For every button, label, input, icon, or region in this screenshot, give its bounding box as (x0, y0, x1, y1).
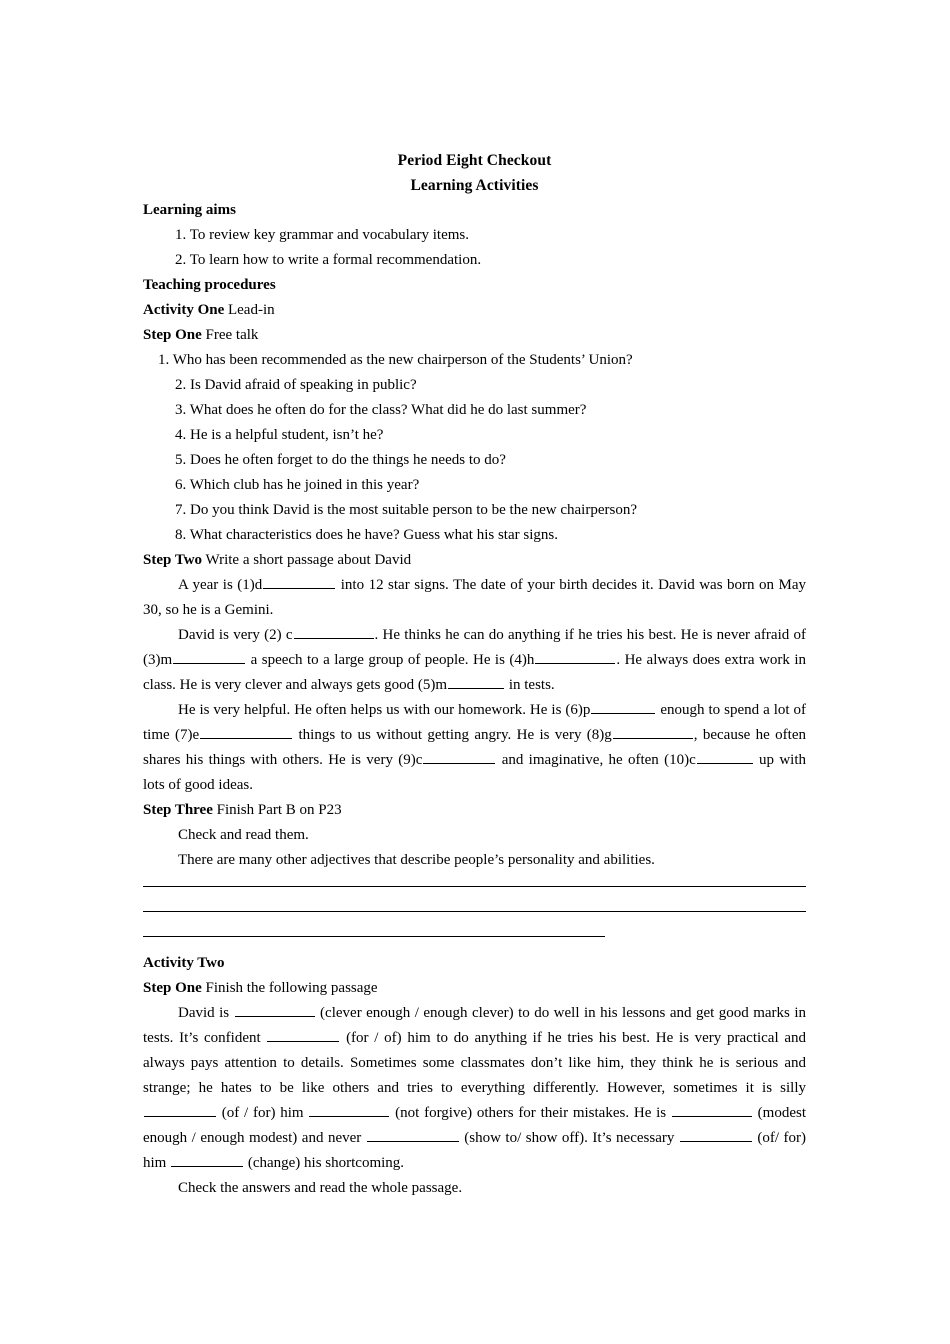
step-one-label: Step One (143, 980, 202, 996)
passage-text: things to us without getting angry. He is very (8)g (293, 727, 612, 743)
answer-rule-line[interactable] (143, 886, 806, 887)
step-two-label: Step Two (143, 552, 203, 568)
passage-text: David is very (2) c (178, 627, 293, 643)
passage-text: (clever enough / enough clever) to do well in his lessons and get good marks in tests. It’s confident (143, 1005, 806, 1046)
document-title-line-2: Learning Activities (410, 177, 539, 194)
fill-blank-2[interactable] (294, 624, 374, 639)
passage-text: He is very helpful. He often helps us with our homework. He is (6)p (178, 702, 591, 718)
fill-blank-c[interactable] (144, 1102, 216, 1117)
passage-text: (show to/ show off). It’s necessary (459, 1130, 679, 1146)
activity-one-heading (143, 298, 806, 323)
passage-text: (modest enough / enough modest) and never (143, 1105, 807, 1146)
fill-blank-1[interactable] (263, 574, 335, 589)
step-two-paragraph-3 (143, 698, 806, 798)
step-two-paragraph-2 (143, 623, 806, 698)
fill-blank-3[interactable] (173, 649, 245, 664)
activity-one-step-three-heading (143, 798, 806, 823)
teaching-procedures-heading: Teaching procedures (143, 277, 276, 293)
passage-text: enough to spend a lot of time (7)e (143, 702, 807, 743)
free-talk-question: 6. Which club has he joined in this year? (175, 477, 420, 493)
passage-text: , because he often shares his things with others. He is very (9)c (143, 727, 806, 768)
fill-blank-9[interactable] (423, 749, 495, 764)
passage-text: (for / of) him to do anything if he tries his best. He is very practical and always pays attention to details. Sometimes some classmates don’t like him, they think he is serious and strange; he hates to be like others and tries to everything differently. However, sometimes it is silly (143, 1030, 807, 1096)
fill-blank-e[interactable] (672, 1102, 752, 1117)
free-talk-question: 4. He is a helpful student, isn’t he? (175, 427, 384, 443)
free-talk-question: 8. What characteristics does he have? Guess what his star signs. (175, 527, 558, 543)
free-talk-question: 3. What does he often do for the class? What did he do last summer? (175, 402, 587, 418)
step-three-title: Finish Part B on P23 (212, 802, 342, 818)
step-one-title: Finish the following passage (201, 980, 378, 996)
document-body (143, 148, 806, 1201)
fill-blank-g[interactable] (680, 1127, 752, 1142)
passage-text: David is (178, 1005, 234, 1021)
activity-two-passage (143, 1001, 806, 1176)
fill-blank-f[interactable] (367, 1127, 459, 1142)
free-talk-question: 2. Is David afraid of speaking in public? (175, 377, 417, 393)
learning-aim-item: 2. To learn how to write a formal recommendation. (175, 252, 482, 268)
learning-aims-heading: Learning aims (143, 202, 236, 218)
answer-rule-line[interactable] (143, 911, 806, 912)
fill-blank-d[interactable] (309, 1102, 389, 1117)
passage-text: (not forgive) others for their mistakes. He is (390, 1105, 671, 1121)
activity-two-closing-line: Check the answers and read the whole passage. (178, 1180, 463, 1196)
passage-text: A year is (1)d (178, 577, 263, 593)
activity-one-step-one-heading (143, 323, 806, 348)
step-one-label: Step One (143, 327, 202, 343)
free-talk-question: 7. Do you think David is the most suitable person to be the new chairperson? (175, 502, 637, 518)
step-three-label: Step Three (143, 802, 213, 818)
passage-text: a speech to a large group of people. He is (4)h (246, 652, 535, 668)
passage-text: . He thinks he can do anything if he tries his best. He is never afraid of (3)m (143, 627, 806, 668)
passage-text: in tests. (505, 677, 555, 693)
activity-two-heading: Activity Two (143, 955, 225, 971)
passage-text: up with lots of good ideas. (143, 752, 806, 793)
fill-blank-8[interactable] (613, 724, 693, 739)
step-two-paragraph-1 (143, 573, 806, 623)
free-talk-question: 5. Does he often forget to do the things he needs to do? (175, 452, 506, 468)
answer-rules-group (143, 886, 806, 937)
passage-text: (of / for) him (217, 1105, 309, 1121)
passage-text: (of/ for) him (143, 1130, 806, 1171)
fill-blank-a[interactable] (235, 1002, 315, 1017)
fill-blank-6[interactable] (591, 699, 655, 714)
step-three-line: Check and read them. (178, 827, 309, 843)
fill-blank-5[interactable] (448, 674, 504, 689)
activity-two-step-one-heading (143, 976, 806, 1001)
step-one-title: Free talk (201, 327, 259, 343)
activity-one-label: Activity One (143, 302, 225, 318)
passage-text: (change) his shortcoming. (244, 1155, 405, 1171)
passage-text: . He always does extra work in class. He is very clever and always gets good (5)m (143, 652, 806, 693)
passage-text: and imaginative, he often (10)c (496, 752, 696, 768)
fill-blank-b[interactable] (267, 1027, 339, 1042)
fill-blank-h[interactable] (171, 1152, 243, 1167)
passage-text: into 12 star signs. The date of your birth decides it. David was born on May 30, so he is a Gemini. (143, 577, 806, 618)
learning-aim-item: 1. To review key grammar and vocabulary items. (175, 227, 469, 243)
fill-blank-10[interactable] (697, 749, 753, 764)
fill-blank-4[interactable] (535, 649, 615, 664)
activity-one-title: Lead-in (224, 302, 275, 318)
document-title-line-1: Period Eight Checkout (397, 152, 552, 169)
step-two-title: Write a short passage about David (202, 552, 412, 568)
rules-spacer (143, 937, 806, 951)
free-talk-question: 1. Who has been recommended as the new chairperson of the Students’ Union? (158, 352, 633, 368)
fill-blank-7[interactable] (200, 724, 292, 739)
step-three-line: There are many other adjectives that describe people’s personality and abilities. (178, 852, 655, 868)
activity-one-step-two-heading (143, 548, 806, 573)
